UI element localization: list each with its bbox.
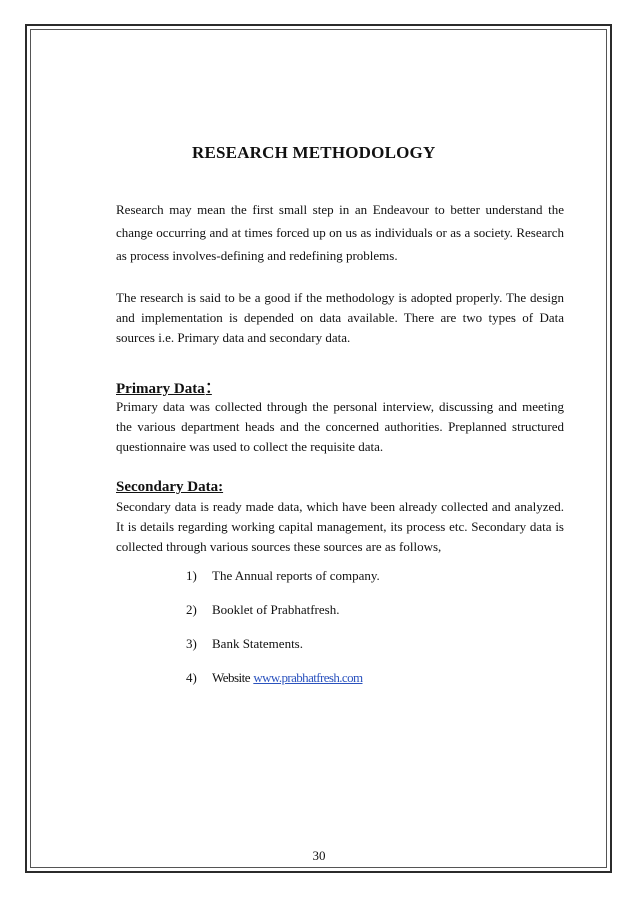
list-item <box>186 636 303 652</box>
list-item <box>186 602 339 618</box>
primary-data-paragraph: Primary data was collected through the personal interview, discussing and meeting the various department heads and the concerned authorities. Preplanned structured questionnaire was used to collect the requisite data. <box>116 399 564 454</box>
list-text: Bank Statements. <box>212 636 303 651</box>
primary-data-heading <box>116 373 212 399</box>
list-item <box>186 670 362 686</box>
page-number: 30 <box>312 848 326 863</box>
list-item <box>186 568 380 584</box>
list-text: The Annual reports of company. <box>212 568 380 583</box>
primary-data-colon: : <box>205 373 212 398</box>
secondary-data-heading: Secondary Data: <box>116 479 224 495</box>
list-text: Website <box>212 670 251 685</box>
list-number: 3) <box>186 636 197 651</box>
primary-data-heading-text: Primary Data <box>116 381 205 397</box>
intro-paragraph: Research may mean the first small step in an Endeavour to better understand the change occurring and at times forced up on us as individuals or as a society. Research as process involves-defining and redefining problems. <box>116 202 564 263</box>
list-text: Booklet of Prabhatfresh. <box>212 602 340 617</box>
page-title: RESEARCH METHODOLOGY <box>192 143 436 162</box>
list-number: 4) <box>186 670 197 685</box>
list-number: 2) <box>186 602 197 617</box>
website-link[interactable]: www.prabhatfresh.com <box>253 670 363 685</box>
methodology-paragraph: The research is said to be a good if the methodology is adopted properly. The design and implementation is depended on data available. There are two types of Data sources i.e. Primary data and secondary data. <box>116 290 564 345</box>
secondary-data-paragraph: Secondary data is ready made data, which have been already collected and analyzed. It is details regarding working capital management, its process etc. Secondary data is collected through various sources these sources are as follows, <box>116 499 564 554</box>
list-number: 1) <box>186 568 197 583</box>
